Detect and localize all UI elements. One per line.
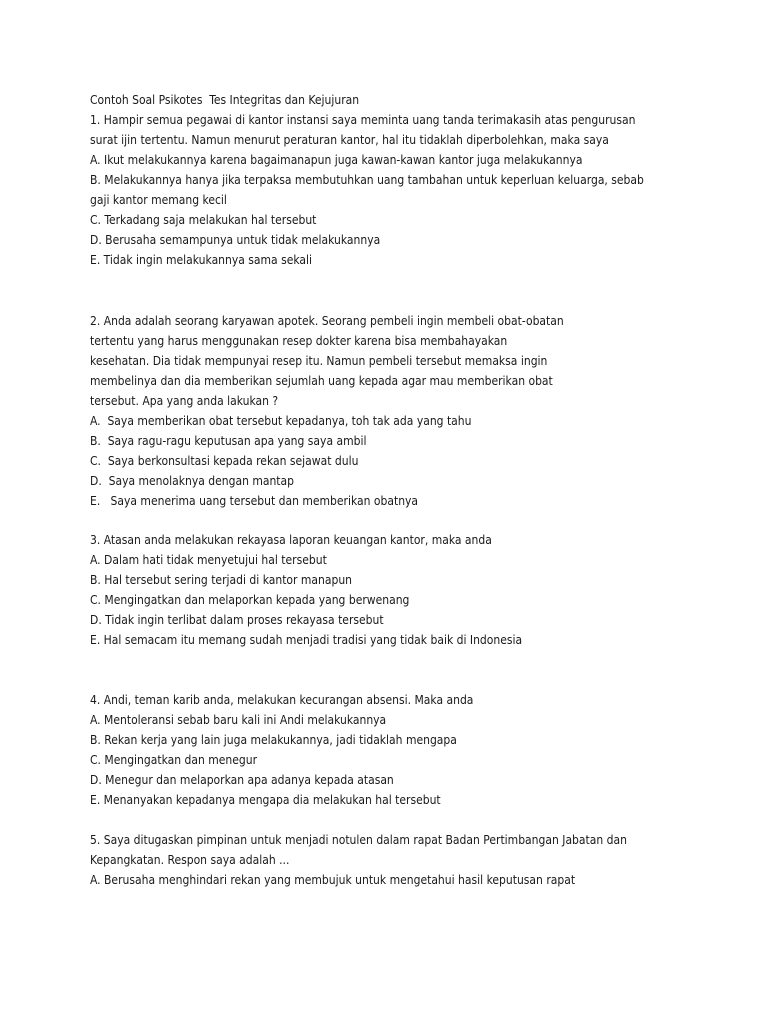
question-1-option-b-continued: gaji kantor memang kecil xyxy=(90,193,227,207)
question-5-text-line-2: Kepangkatan. Respon saya adalah ... xyxy=(90,853,290,867)
question-2-text-line-1: 2. Anda adalah seorang karyawan apotek. Seorang pembeli ingin membeli obat-obatan xyxy=(90,314,564,328)
question-4-option-c: C. Mengingatkan dan menegur xyxy=(90,753,258,767)
question-4-option-e: E. Menanyakan kepadanya mengapa dia melakukan hal tersebut xyxy=(90,793,441,807)
question-2-text-line-5: tersebut. Apa yang anda lakukan ? xyxy=(90,394,279,408)
question-2-option-a: A. Saya memberikan obat tersebut kepadanya, toh tak ada yang tahu xyxy=(90,414,472,428)
question-2-option-d: D. Saya menolaknya dengan mantap xyxy=(90,474,295,488)
question-1-text-line-1: 1. Hampir semua pegawai di kantor instansi saya meminta uang tanda terimakasih atas pengurusan xyxy=(90,113,636,127)
question-1-option-b: B. Melakukannya hanya jika terpaksa membutuhkan uang tambahan untuk keperluan keluarga, sebab xyxy=(90,173,644,187)
question-2-option-c: C. Saya berkonsultasi kepada rekan sejawat dulu xyxy=(90,454,359,468)
question-4-text-line-1: 4. Andi, teman karib anda, melakukan kecurangan absensi. Maka anda xyxy=(90,693,474,707)
question-1-option-a: A. Ikut melakukannya karena bagaimanapun juga kawan-kawan kantor juga melakukannya xyxy=(90,153,583,167)
question-5-option-a: A. Berusaha menghindari rekan yang membujuk untuk mengetahui hasil keputusan rapat xyxy=(90,873,576,887)
question-4-option-d: D. Menegur dan melaporkan apa adanya kepada atasan xyxy=(90,773,394,787)
question-3-text-line-1: 3. Atasan anda melakukan rekayasa laporan keuangan kantor, maka anda xyxy=(90,533,492,547)
question-1-option-d: D. Berusaha semampunya untuk tidak melakukannya xyxy=(90,233,381,247)
question-3-option-e: E. Hal semacam itu memang sudah menjadi tradisi yang tidak baik di Indonesia xyxy=(90,633,523,647)
question-3-option-c: C. Mengingatkan dan melaporkan kepada yang berwenang xyxy=(90,593,410,607)
document-title: Contoh Soal Psikotes Tes Integritas dan Kejujuran xyxy=(90,93,360,107)
question-5-text-line-1: 5. Saya ditugaskan pimpinan untuk menjadi notulen dalam rapat Badan Pertimbangan Jabatan dan xyxy=(90,833,627,847)
question-1-option-e: E. Tidak ingin melakukannya sama sekali xyxy=(90,253,313,267)
question-1-option-c: C. Terkadang saja melakukan hal tersebut xyxy=(90,213,317,227)
question-1-text-line-2: surat ijin tertentu. Namun menurut peraturan kantor, hal itu tidaklah diperbolehkan, maka saya xyxy=(90,133,609,147)
question-2-option-e: E. Saya menerima uang tersebut dan memberikan obatnya xyxy=(90,494,419,508)
question-2-text-line-2: tertentu yang harus menggunakan resep dokter karena bisa membahayakan xyxy=(90,334,508,348)
question-3-option-b: B. Hal tersebut sering terjadi di kantor manapun xyxy=(90,573,353,587)
question-4-option-a: A. Mentoleransi sebab baru kali ini Andi melakukannya xyxy=(90,713,387,727)
question-3-option-a: A. Dalam hati tidak menyetujui hal tersebut xyxy=(90,553,327,567)
question-4-option-b: B. Rekan kerja yang lain juga melakukannya, jadi tidaklah mengapa xyxy=(90,733,457,747)
question-3-option-d: D. Tidak ingin terlibat dalam proses rekayasa tersebut xyxy=(90,613,384,627)
question-2-option-b: B. Saya ragu-ragu keputusan apa yang saya ambil xyxy=(90,434,367,448)
question-2-text-line-4: membelinya dan dia memberikan sejumlah uang kepada agar mau memberikan obat xyxy=(90,374,553,388)
question-2-text-line-3: kesehatan. Dia tidak mempunyai resep itu. Namun pembeli tersebut memaksa ingin xyxy=(90,354,548,368)
